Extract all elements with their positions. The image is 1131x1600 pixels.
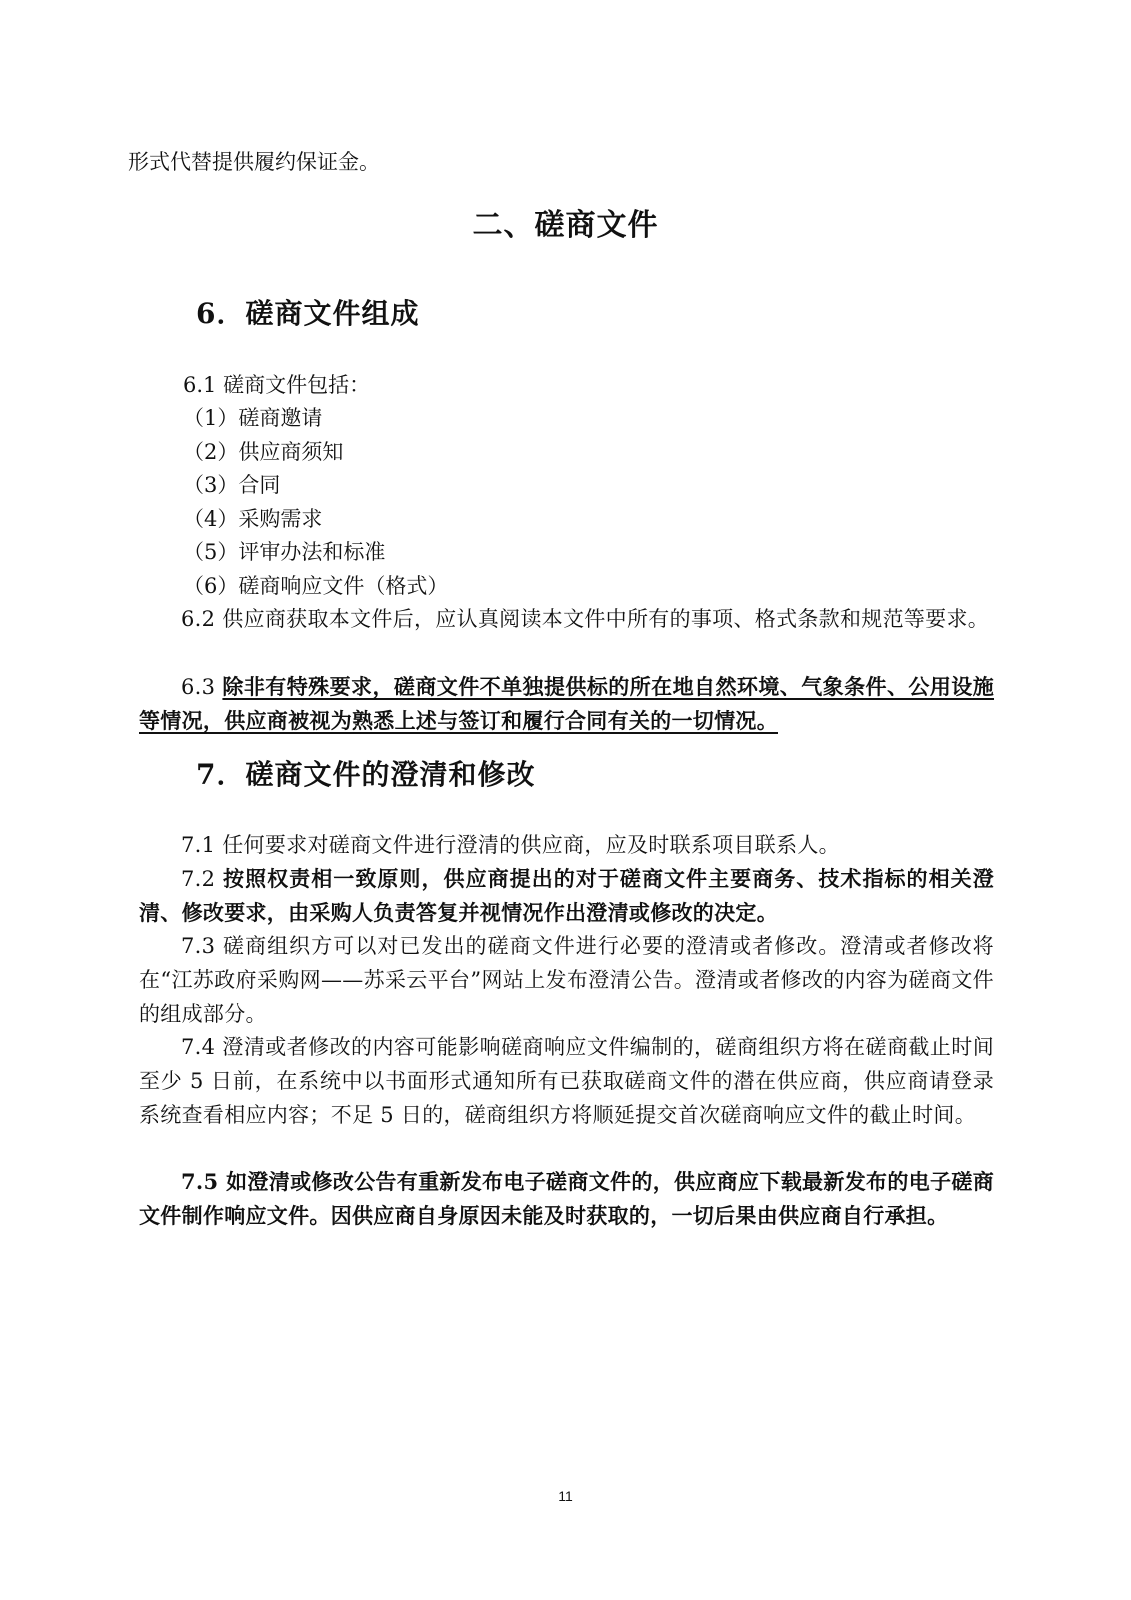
list-item: （1）磋商邀请 bbox=[183, 406, 323, 430]
paragraph-7-4: 7.4 澄清或者修改的内容可能影响磋商响应文件编制的，磋商组织方将在磋商截止时间至少 5 日前，在系统中以书面形式通知所有已获取磋商文件的潜在供应商，供应商请登录系统查看相应内容；不足 5 日的，磋商组织方将顺延提交首次磋商响应文件的截止时间。 bbox=[139, 1035, 994, 1127]
list-item: （2）供应商须知 bbox=[183, 440, 344, 464]
paragraph-6-3 bbox=[139, 670, 994, 738]
paragraph-7-2 bbox=[139, 862, 994, 930]
emphasized-text: 除非有特殊要求，磋商文件不单独提供标的所在地自然环境、气象条件、公用设施等情况，供应商被视为熟悉上述与签订和履行合同有关的一切情况。 bbox=[139, 674, 995, 733]
section-6-heading: 6．磋商文件组成 bbox=[196, 297, 420, 330]
paragraph-number: 7.2 bbox=[181, 867, 224, 891]
list-item: （5）评审办法和标准 bbox=[183, 540, 386, 564]
section-7-heading: 7．磋商文件的澄清和修改 bbox=[196, 758, 536, 791]
list-item: （3）合同 bbox=[183, 473, 281, 497]
paragraph-6-2: 6.2 供应商获取本文件后，应认真阅读本文件中所有的事项、格式条款和规范等要求。 bbox=[181, 607, 990, 631]
part-title: 二、磋商文件 bbox=[472, 208, 659, 243]
paragraph-7-3: 7.3 磋商组织方可以对已发出的磋商文件进行必要的澄清或者修改。澄清或者修改将在“江苏政府采购网——苏采云平台”网站上发布澄清公告。澄清或者修改的内容为磋商文件的组成部分。 bbox=[139, 934, 994, 1026]
section-6-1-intro: 6.1 磋商文件包括： bbox=[183, 373, 371, 397]
paragraph-number: 6.3 bbox=[181, 675, 223, 699]
paragraph-7-5: 7.5 如澄清或修改公告有重新发布电子磋商文件的，供应商应下载最新发布的电子磋商文件制作响应文件。因供应商自身原因未能及时获取的，一切后果由供应商自行承担。 bbox=[139, 1169, 994, 1228]
list-item: （4）采购需求 bbox=[183, 507, 323, 531]
emphasized-text: 按照权责相一致原则，供应商提出的对于磋商文件主要商务、技术指标的相关澄清、修改要求，由采购人负责答复并视情况作出澄清或修改的决定。 bbox=[139, 866, 994, 925]
continued-text: 形式代替提供履约保证金。 bbox=[128, 150, 380, 174]
page-number: 11 bbox=[558, 1488, 573, 1504]
paragraph-7-1: 7.1 任何要求对磋商文件进行澄清的供应商，应及时联系项目联系人。 bbox=[181, 833, 840, 857]
list-item: （6）磋商响应文件（格式） bbox=[183, 574, 449, 598]
